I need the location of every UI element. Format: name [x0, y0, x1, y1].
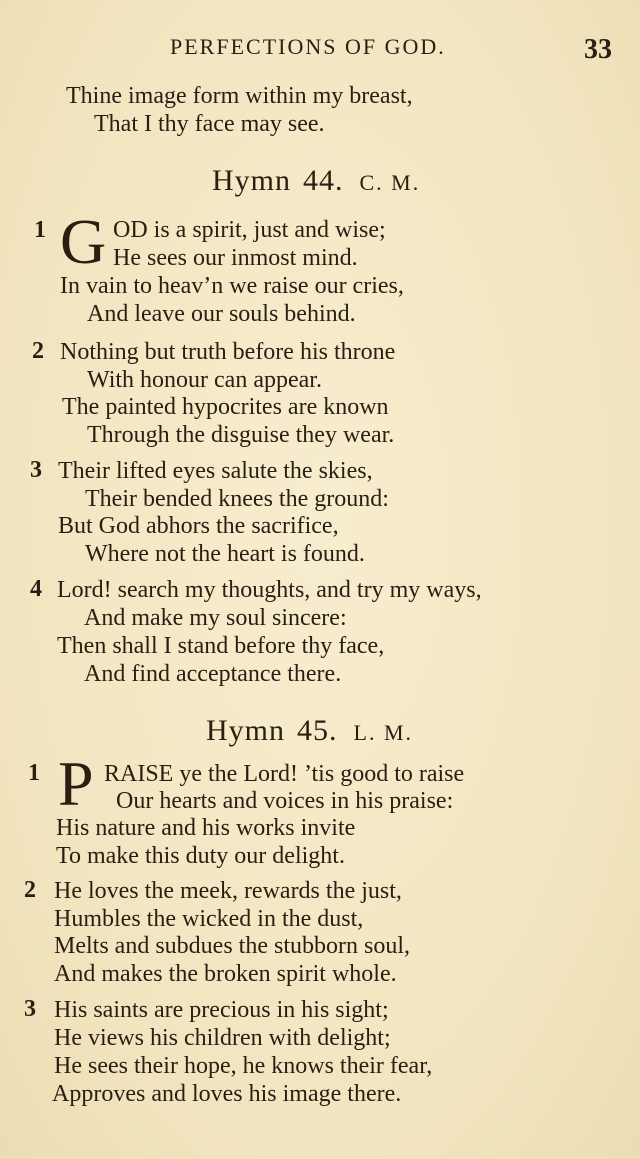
drop-cap: P: [58, 748, 94, 819]
verse-line: Through the disguise they wear.: [87, 422, 395, 448]
hymn-45-number: 45.: [297, 714, 338, 747]
verse-line: Lord! search my thoughts, and try my ways,: [57, 577, 482, 603]
page-number: 33: [584, 34, 612, 65]
verse-line: His saints are precious in his sight;: [54, 997, 389, 1023]
verse-line: He sees our inmost mind.: [113, 245, 358, 271]
verse-line: He views his children with delight;: [54, 1025, 391, 1051]
verse-number: 3: [30, 457, 42, 483]
running-title: PERFECTIONS OF GOD.: [170, 34, 446, 59]
continuation-line-2: That I thy face may see.: [94, 111, 325, 137]
hymn-45-meter: L. M.: [353, 720, 413, 745]
verse-line: But God abhors the sacrifice,: [58, 513, 339, 539]
verse-line: Nothing but truth before his throne: [60, 339, 396, 365]
hymn-44-heading: [212, 164, 420, 198]
verse-line: He sees their hope, he knows their fear,: [54, 1053, 433, 1079]
continuation-line-1: Thine image form within my breast,: [66, 83, 413, 109]
verse-line: He loves the meek, rewards the just,: [54, 878, 402, 904]
verse-number: 1: [34, 217, 46, 243]
verse-number: 2: [24, 877, 36, 903]
verse-number: 2: [32, 338, 44, 364]
verse-line: Their bended knees the ground:: [85, 486, 389, 512]
hymn-44-title-word: Hymn: [212, 164, 291, 197]
verse-line: With honour can appear.: [87, 367, 322, 393]
verse-number: 3: [24, 996, 36, 1022]
verse-line: His nature and his works invite: [56, 815, 356, 841]
verse-line: In vain to heav’n we raise our cries,: [60, 273, 404, 299]
hymn-44-meter: C. M.: [359, 170, 421, 195]
verse-line: Where not the heart is found.: [85, 541, 365, 567]
hymn-44-number: 44.: [303, 164, 344, 197]
verse-line: Our hearts and voices in his praise:: [116, 788, 454, 814]
verse-line: And find acceptance there.: [84, 661, 342, 687]
verse-line: To make this duty our delight.: [56, 843, 345, 869]
verse-line: Approves and loves his image there.: [52, 1081, 402, 1107]
verse-line: Humbles the wicked in the dust,: [54, 906, 364, 932]
hymn-45-title-word: Hymn: [206, 714, 285, 747]
hymn-45-heading: [206, 714, 413, 748]
verse-line: Then shall I stand before thy face,: [57, 633, 385, 659]
verse-number: 4: [30, 576, 42, 602]
verse-line: RAISE ye the Lord! ’tis good to raise: [104, 761, 465, 787]
drop-cap: G: [60, 206, 107, 277]
verse-line: The painted hypocrites are known: [62, 394, 389, 420]
verse-line: OD is a spirit, just and wise;: [113, 217, 386, 243]
verse-number: 1: [28, 760, 40, 786]
verse-line: Their lifted eyes salute the skies,: [58, 458, 373, 484]
verse-line: And leave our souls behind.: [87, 301, 356, 327]
verse-line: Melts and subdues the stubborn soul,: [54, 933, 410, 959]
verse-line: And makes the broken spirit whole.: [54, 961, 397, 987]
verse-line: And make my soul sincere:: [84, 605, 347, 631]
